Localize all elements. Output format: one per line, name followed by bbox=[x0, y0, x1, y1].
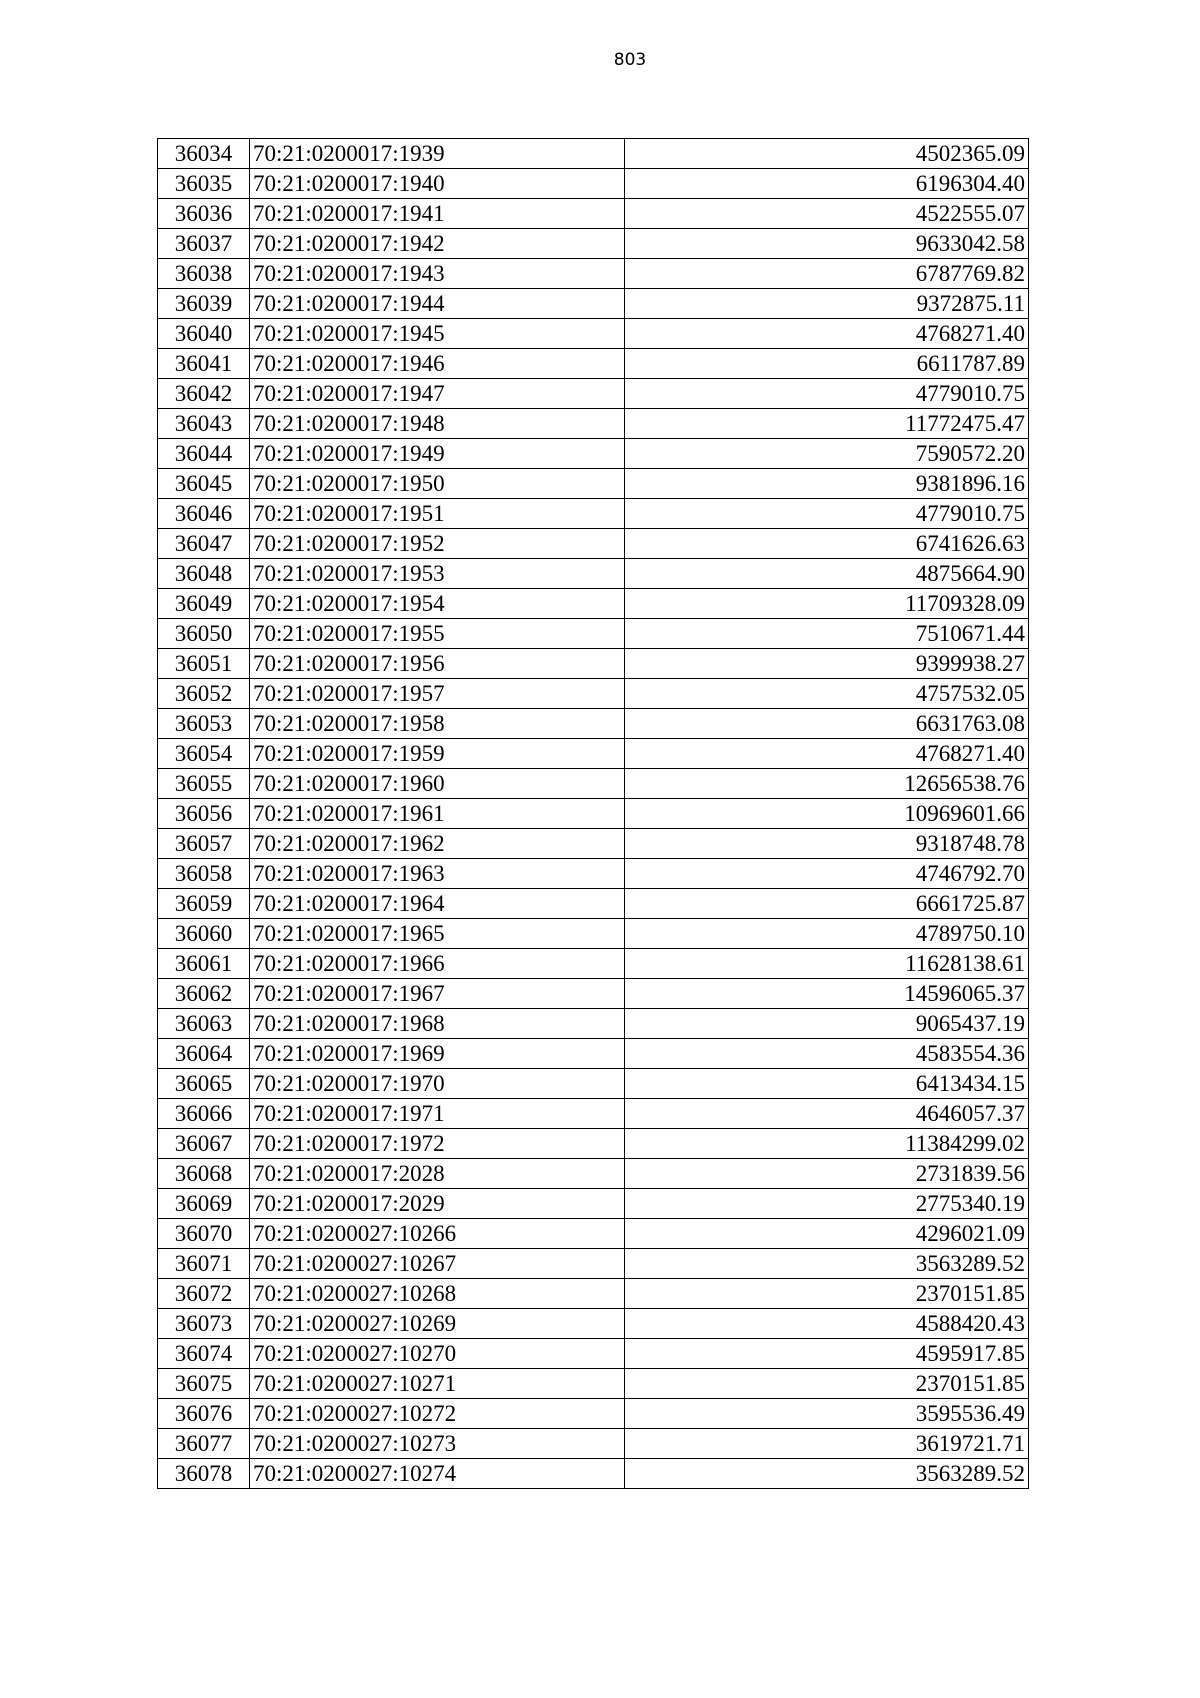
row-number-cell: 36047 bbox=[158, 529, 250, 559]
row-number-cell: 36035 bbox=[158, 169, 250, 199]
row-number-cell: 36064 bbox=[158, 1039, 250, 1069]
value-cell: 12656538.76 bbox=[625, 769, 1029, 799]
value-cell: 11709328.09 bbox=[625, 589, 1029, 619]
cadastral-number-cell: 70:21:0200027:10268 bbox=[250, 1279, 625, 1309]
cadastral-number-cell: 70:21:0200027:10270 bbox=[250, 1339, 625, 1369]
value-cell: 6413434.15 bbox=[625, 1069, 1029, 1099]
cadastral-number-cell: 70:21:0200027:10271 bbox=[250, 1369, 625, 1399]
cadastral-number-cell: 70:21:0200027:10274 bbox=[250, 1459, 625, 1489]
row-number-cell: 36056 bbox=[158, 799, 250, 829]
cadastral-number-cell: 70:21:0200017:1943 bbox=[250, 259, 625, 289]
row-number-cell: 36038 bbox=[158, 259, 250, 289]
table-row bbox=[158, 289, 1029, 319]
cadastral-number-cell: 70:21:0200017:1942 bbox=[250, 229, 625, 259]
row-number-cell: 36058 bbox=[158, 859, 250, 889]
row-number-cell: 36075 bbox=[158, 1369, 250, 1399]
cadastral-number-cell: 70:21:0200017:1946 bbox=[250, 349, 625, 379]
cadastral-number-cell: 70:21:0200017:1939 bbox=[250, 139, 625, 169]
table-row bbox=[158, 1039, 1029, 1069]
value-cell: 4595917.85 bbox=[625, 1339, 1029, 1369]
table-row bbox=[158, 169, 1029, 199]
table-row bbox=[158, 1249, 1029, 1279]
value-cell: 4789750.10 bbox=[625, 919, 1029, 949]
row-number-cell: 36055 bbox=[158, 769, 250, 799]
cadastral-number-cell: 70:21:0200017:1958 bbox=[250, 709, 625, 739]
row-number-cell: 36073 bbox=[158, 1309, 250, 1339]
value-cell: 4522555.07 bbox=[625, 199, 1029, 229]
value-cell: 14596065.37 bbox=[625, 979, 1029, 1009]
cadastral-number-cell: 70:21:0200017:1941 bbox=[250, 199, 625, 229]
row-number-cell: 36063 bbox=[158, 1009, 250, 1039]
table-row bbox=[158, 949, 1029, 979]
value-cell: 2370151.85 bbox=[625, 1369, 1029, 1399]
table-row bbox=[158, 1309, 1029, 1339]
value-cell: 4768271.40 bbox=[625, 739, 1029, 769]
table-row bbox=[158, 979, 1029, 1009]
cadastral-number-cell: 70:21:0200017:1945 bbox=[250, 319, 625, 349]
row-number-cell: 36078 bbox=[158, 1459, 250, 1489]
table-row bbox=[158, 199, 1029, 229]
table-row bbox=[158, 889, 1029, 919]
value-cell: 11628138.61 bbox=[625, 949, 1029, 979]
value-cell: 4646057.37 bbox=[625, 1099, 1029, 1129]
value-cell: 4779010.75 bbox=[625, 379, 1029, 409]
value-cell: 11384299.02 bbox=[625, 1129, 1029, 1159]
value-cell: 4746792.70 bbox=[625, 859, 1029, 889]
value-cell: 4588420.43 bbox=[625, 1309, 1029, 1339]
row-number-cell: 36045 bbox=[158, 469, 250, 499]
value-cell: 4768271.40 bbox=[625, 319, 1029, 349]
cadastral-number-cell: 70:21:0200027:10269 bbox=[250, 1309, 625, 1339]
cadastral-number-cell: 70:21:0200017:1944 bbox=[250, 289, 625, 319]
row-number-cell: 36051 bbox=[158, 649, 250, 679]
table-row bbox=[158, 559, 1029, 589]
cadastral-number-cell: 70:21:0200017:1950 bbox=[250, 469, 625, 499]
table-row bbox=[158, 679, 1029, 709]
value-cell: 6631763.08 bbox=[625, 709, 1029, 739]
row-number-cell: 36043 bbox=[158, 409, 250, 439]
table-row bbox=[158, 1129, 1029, 1159]
cadastral-number-cell: 70:21:0200017:1960 bbox=[250, 769, 625, 799]
table-row bbox=[158, 1369, 1029, 1399]
cadastral-number-cell: 70:21:0200017:1962 bbox=[250, 829, 625, 859]
table-row bbox=[158, 139, 1029, 169]
value-cell: 6611787.89 bbox=[625, 349, 1029, 379]
cadastral-number-cell: 70:21:0200017:1940 bbox=[250, 169, 625, 199]
cadastral-number-cell: 70:21:0200017:1972 bbox=[250, 1129, 625, 1159]
row-number-cell: 36036 bbox=[158, 199, 250, 229]
row-number-cell: 36062 bbox=[158, 979, 250, 1009]
table-row bbox=[158, 529, 1029, 559]
cadastral-number-cell: 70:21:0200017:1953 bbox=[250, 559, 625, 589]
table-row bbox=[158, 319, 1029, 349]
table-row bbox=[158, 589, 1029, 619]
value-cell: 7590572.20 bbox=[625, 439, 1029, 469]
table-row bbox=[158, 709, 1029, 739]
table-row bbox=[158, 859, 1029, 889]
row-number-cell: 36039 bbox=[158, 289, 250, 319]
table-row bbox=[158, 229, 1029, 259]
table-row bbox=[158, 1069, 1029, 1099]
value-cell: 9372875.11 bbox=[625, 289, 1029, 319]
cadastral-number-cell: 70:21:0200017:1963 bbox=[250, 859, 625, 889]
row-number-cell: 36057 bbox=[158, 829, 250, 859]
value-cell: 3595536.49 bbox=[625, 1399, 1029, 1429]
row-number-cell: 36065 bbox=[158, 1069, 250, 1099]
row-number-cell: 36050 bbox=[158, 619, 250, 649]
value-cell: 4583554.36 bbox=[625, 1039, 1029, 1069]
cadastral-number-cell: 70:21:0200027:10273 bbox=[250, 1429, 625, 1459]
row-number-cell: 36077 bbox=[158, 1429, 250, 1459]
value-cell: 3619721.71 bbox=[625, 1429, 1029, 1459]
table-row bbox=[158, 649, 1029, 679]
table-row bbox=[158, 919, 1029, 949]
table-row bbox=[158, 409, 1029, 439]
value-cell: 2731839.56 bbox=[625, 1159, 1029, 1189]
row-number-cell: 36054 bbox=[158, 739, 250, 769]
row-number-cell: 36046 bbox=[158, 499, 250, 529]
value-cell: 3563289.52 bbox=[625, 1459, 1029, 1489]
value-cell: 6787769.82 bbox=[625, 259, 1029, 289]
value-cell: 2370151.85 bbox=[625, 1279, 1029, 1309]
table-body bbox=[158, 139, 1029, 1489]
row-number-cell: 36053 bbox=[158, 709, 250, 739]
value-cell: 4779010.75 bbox=[625, 499, 1029, 529]
cadastral-number-cell: 70:21:0200017:1947 bbox=[250, 379, 625, 409]
cadastral-number-cell: 70:21:0200017:1970 bbox=[250, 1069, 625, 1099]
value-cell: 4875664.90 bbox=[625, 559, 1029, 589]
value-cell: 11772475.47 bbox=[625, 409, 1029, 439]
value-cell: 4296021.09 bbox=[625, 1219, 1029, 1249]
cadastral-number-cell: 70:21:0200017:1948 bbox=[250, 409, 625, 439]
row-number-cell: 36059 bbox=[158, 889, 250, 919]
cadastral-number-cell: 70:21:0200017:1954 bbox=[250, 589, 625, 619]
cadastral-number-cell: 70:21:0200017:2029 bbox=[250, 1189, 625, 1219]
cadastral-table-container bbox=[157, 138, 1028, 1489]
row-number-cell: 36066 bbox=[158, 1099, 250, 1129]
row-number-cell: 36052 bbox=[158, 679, 250, 709]
table-row bbox=[158, 1219, 1029, 1249]
cadastral-number-cell: 70:21:0200017:1952 bbox=[250, 529, 625, 559]
table-row bbox=[158, 1339, 1029, 1369]
row-number-cell: 36067 bbox=[158, 1129, 250, 1159]
row-number-cell: 36060 bbox=[158, 919, 250, 949]
table-row bbox=[158, 439, 1029, 469]
table-row bbox=[158, 349, 1029, 379]
row-number-cell: 36037 bbox=[158, 229, 250, 259]
row-number-cell: 36071 bbox=[158, 1249, 250, 1279]
value-cell: 9633042.58 bbox=[625, 229, 1029, 259]
cadastral-number-cell: 70:21:0200017:2028 bbox=[250, 1159, 625, 1189]
value-cell: 4502365.09 bbox=[625, 139, 1029, 169]
table-row bbox=[158, 799, 1029, 829]
cadastral-number-cell: 70:21:0200017:1956 bbox=[250, 649, 625, 679]
row-number-cell: 36048 bbox=[158, 559, 250, 589]
table-row bbox=[158, 1009, 1029, 1039]
value-cell: 10969601.66 bbox=[625, 799, 1029, 829]
value-cell: 9065437.19 bbox=[625, 1009, 1029, 1039]
cadastral-number-cell: 70:21:0200017:1949 bbox=[250, 439, 625, 469]
row-number-cell: 36061 bbox=[158, 949, 250, 979]
table-row bbox=[158, 769, 1029, 799]
table-row bbox=[158, 1159, 1029, 1189]
cadastral-number-cell: 70:21:0200017:1959 bbox=[250, 739, 625, 769]
value-cell: 6196304.40 bbox=[625, 169, 1029, 199]
cadastral-number-cell: 70:21:0200017:1961 bbox=[250, 799, 625, 829]
table-row bbox=[158, 1429, 1029, 1459]
value-cell: 9381896.16 bbox=[625, 469, 1029, 499]
row-number-cell: 36072 bbox=[158, 1279, 250, 1309]
cadastral-number-cell: 70:21:0200017:1964 bbox=[250, 889, 625, 919]
value-cell: 2775340.19 bbox=[625, 1189, 1029, 1219]
table-row bbox=[158, 619, 1029, 649]
value-cell: 3563289.52 bbox=[625, 1249, 1029, 1279]
cadastral-number-cell: 70:21:0200017:1969 bbox=[250, 1039, 625, 1069]
table-row bbox=[158, 1099, 1029, 1129]
table-row bbox=[158, 1399, 1029, 1429]
cadastral-number-cell: 70:21:0200017:1971 bbox=[250, 1099, 625, 1129]
table-row bbox=[158, 739, 1029, 769]
table-row bbox=[158, 469, 1029, 499]
cadastral-number-cell: 70:21:0200027:10272 bbox=[250, 1399, 625, 1429]
row-number-cell: 36044 bbox=[158, 439, 250, 469]
row-number-cell: 36069 bbox=[158, 1189, 250, 1219]
value-cell: 9318748.78 bbox=[625, 829, 1029, 859]
row-number-cell: 36070 bbox=[158, 1219, 250, 1249]
cadastral-number-cell: 70:21:0200017:1955 bbox=[250, 619, 625, 649]
table-row bbox=[158, 1279, 1029, 1309]
cadastral-number-cell: 70:21:0200017:1966 bbox=[250, 949, 625, 979]
row-number-cell: 36034 bbox=[158, 139, 250, 169]
value-cell: 6661725.87 bbox=[625, 889, 1029, 919]
table-row bbox=[158, 829, 1029, 859]
table-row bbox=[158, 499, 1029, 529]
row-number-cell: 36076 bbox=[158, 1399, 250, 1429]
row-number-cell: 36042 bbox=[158, 379, 250, 409]
row-number-cell: 36074 bbox=[158, 1339, 250, 1369]
row-number-cell: 36040 bbox=[158, 319, 250, 349]
row-number-cell: 36068 bbox=[158, 1159, 250, 1189]
cadastral-number-cell: 70:21:0200017:1967 bbox=[250, 979, 625, 1009]
page-number: 803 bbox=[613, 50, 647, 70]
cadastral-number-cell: 70:21:0200027:10266 bbox=[250, 1219, 625, 1249]
table-row bbox=[158, 259, 1029, 289]
cadastral-number-cell: 70:21:0200017:1965 bbox=[250, 919, 625, 949]
cadastral-number-cell: 70:21:0200017:1951 bbox=[250, 499, 625, 529]
value-cell: 7510671.44 bbox=[625, 619, 1029, 649]
cadastral-number-cell: 70:21:0200017:1957 bbox=[250, 679, 625, 709]
table-row bbox=[158, 1459, 1029, 1489]
value-cell: 9399938.27 bbox=[625, 649, 1029, 679]
row-number-cell: 36049 bbox=[158, 589, 250, 619]
value-cell: 6741626.63 bbox=[625, 529, 1029, 559]
cadastral-number-cell: 70:21:0200027:10267 bbox=[250, 1249, 625, 1279]
row-number-cell: 36041 bbox=[158, 349, 250, 379]
cadastral-number-cell: 70:21:0200017:1968 bbox=[250, 1009, 625, 1039]
table-row bbox=[158, 1189, 1029, 1219]
table-row bbox=[158, 379, 1029, 409]
cadastral-table bbox=[157, 138, 1029, 1489]
value-cell: 4757532.05 bbox=[625, 679, 1029, 709]
